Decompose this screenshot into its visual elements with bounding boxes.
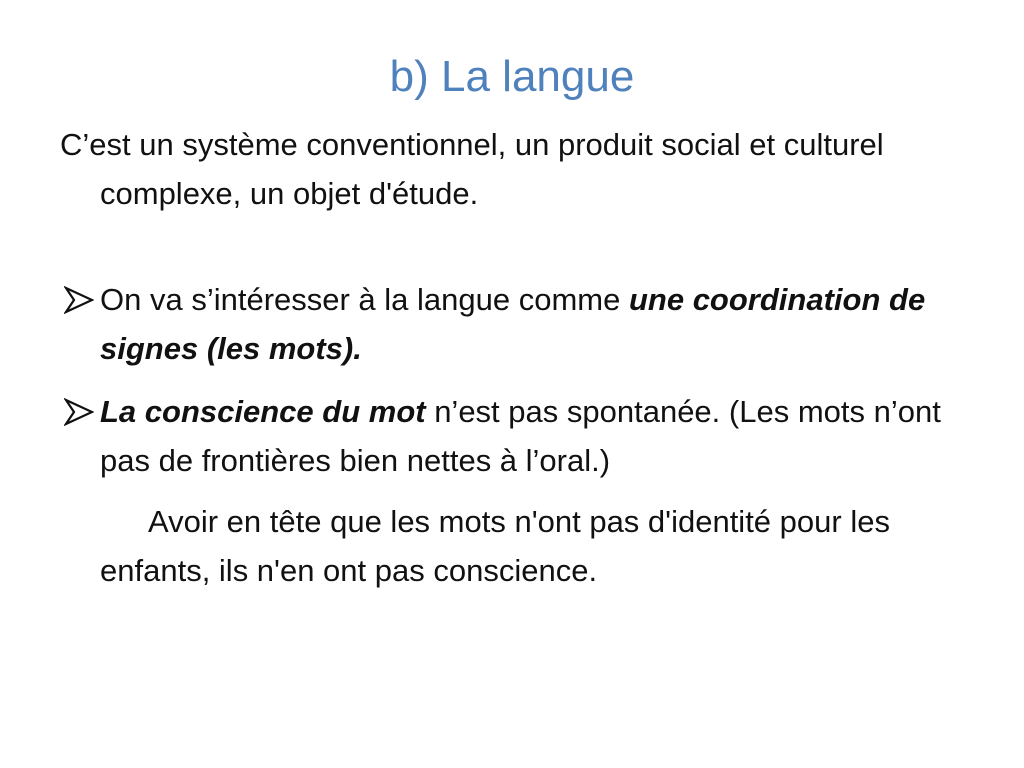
slide-title: b) La langue [389, 52, 635, 101]
spacer [60, 218, 980, 275]
slide-content [60, 120, 980, 595]
note-paragraph [60, 497, 980, 595]
intro-paragraph: C’est un système conventionnel, un produit social et culturel complexe, un objet d'étude. [60, 127, 884, 211]
arrow-bullet-icon [64, 285, 94, 315]
bullet-2-text-after: n’est pas spontanée. (Les mots n’ont pas de frontières bien nettes à l’oral.) [100, 394, 941, 478]
note-text: Avoir en tête que les mots n'ont pas d'identité pour les enfants, ils n'en ont pas conscience. [100, 504, 890, 588]
bullet-1-text: On va s’intéresser à la langue comme [100, 282, 629, 317]
bullet-item-1 [60, 275, 980, 373]
bullet-2-emphasis: La conscience du mot [100, 394, 426, 429]
bullet-item-2 [60, 387, 980, 485]
bullet-1-emphasis: une coordination de signes (les mots). [100, 282, 926, 366]
arrow-bullet-icon [64, 397, 94, 427]
